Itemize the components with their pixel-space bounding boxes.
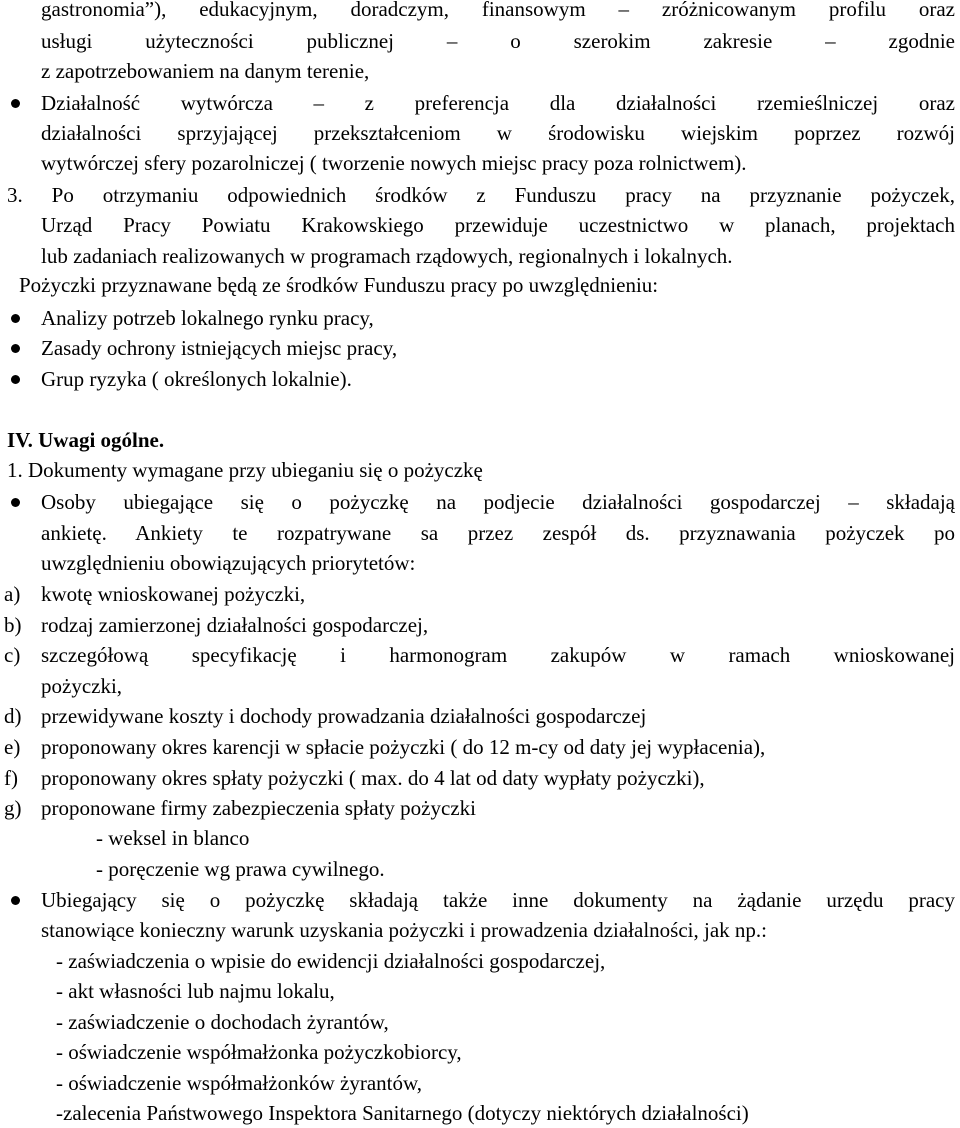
- text-line: 1. Dokumenty wymagane przy ubieganiu się o pożyczkę: [7, 458, 483, 482]
- bullet-icon: [11, 344, 20, 353]
- bullet-icon: [11, 314, 20, 323]
- text-line: -zalecenia Państwowego Inspektora Sanitarnego (dotyczy niektórych działalności): [56, 1101, 749, 1125]
- section-heading-text: IV. Uwagi ogólne.: [7, 428, 165, 452]
- text-line: z zapotrzebowaniem na danym terenie,: [41, 59, 370, 83]
- text-line: proponowany okres karencji w spłacie pożyczki ( do 12 m-cy od daty jej wypłacenia),: [41, 735, 766, 759]
- text-line: proponowane firmy zabezpieczenia spłaty pożyczki: [41, 796, 476, 820]
- text-line: Grup ryzyka ( określonych lokalnie).: [41, 367, 352, 391]
- text-line: Analizy potrzeb lokalnego rynku pracy,: [41, 306, 374, 330]
- text-line: Działalność wytwórcza – z preferencja dla działalności rzemieślniczej oraz: [41, 91, 955, 115]
- text-line: - weksel in blanco: [96, 826, 250, 850]
- text-line: Osoby ubiegające się o pożyczkę na podjecie działalności gospodarczej – składają: [41, 490, 955, 514]
- bullet-icon: [11, 99, 20, 108]
- list-marker: e): [4, 735, 21, 759]
- text-line: działalności sprzyjającej przekształceniom w środowisku wiejskim poprzez rozwój: [41, 121, 955, 145]
- list-marker: g): [4, 796, 22, 820]
- list-marker: a): [4, 582, 21, 606]
- list-marker: d): [4, 704, 22, 728]
- text-line: Urząd Pracy Powiatu Krakowskiego przewiduje uczestnictwo w planach, projektach: [41, 213, 955, 237]
- text-line: 3. Po otrzymaniu odpowiednich środków z Funduszu pracy na przyznanie pożyczek,: [7, 183, 955, 207]
- bullet-icon: [11, 498, 20, 507]
- bullet-icon: [11, 375, 20, 384]
- text-line: gastronomia”), edukacyjnym, doradczym, finansowym – zróżnicowanym profilu oraz: [41, 0, 955, 21]
- text-line: kwotę wnioskowanej pożyczki,: [41, 582, 306, 606]
- text-line: - zaświadczenia o wpisie do ewidencji działalności gospodarczej,: [56, 949, 606, 973]
- text-line: przewidywane koszty i dochody prowadzania działalności gospodarczej: [41, 704, 647, 728]
- text-line: proponowany okres spłaty pożyczki ( max. do 4 lat od daty wypłaty pożyczki),: [41, 766, 705, 790]
- text-line: ankietę. Ankiety te rozpatrywane sa przez zespół ds. przyznawania pożyczek po: [41, 521, 955, 545]
- text-line: Ubiegający się o pożyczkę składają także inne dokumenty na żądanie urzędu pracy: [41, 888, 955, 912]
- text-line: usługi użyteczności publicznej – o szerokim zakresie – zgodnie: [41, 29, 955, 53]
- text-line: wytwórczej sfery pozarolniczej ( tworzenie nowych miejsc pracy poza rolnictwem).: [41, 151, 747, 175]
- text-line: szczegółową specyfikację i harmonogram zakupów w ramach wnioskowanej: [41, 643, 955, 667]
- text-line: stanowiące konieczny warunk uzyskania pożyczki i prowadzenia działalności, jak np.:: [41, 918, 767, 942]
- text-line: - zaświadczenie o dochodach żyrantów,: [56, 1010, 389, 1034]
- bullet-icon: [11, 896, 20, 905]
- list-marker: b): [4, 613, 22, 637]
- text-line: uwzględnieniu obowiązujących priorytetów:: [41, 551, 416, 575]
- text-line: - oświadczenie współmałżonka pożyczkobiorcy,: [56, 1040, 462, 1064]
- text-line: - oświadczenie współmałżonków żyrantów,: [56, 1071, 423, 1095]
- text-line: Pożyczki przyznawane będą ze środków Funduszu pracy po uwzględnieniu:: [19, 273, 659, 297]
- text-line: rodzaj zamierzonej działalności gospodarczej,: [41, 613, 429, 637]
- text-line: - akt własności lub najmu lokalu,: [56, 979, 335, 1003]
- text-line: - poręczenie wg prawa cywilnego.: [96, 857, 385, 881]
- list-marker: c): [4, 643, 21, 667]
- text-line: lub zadaniach realizowanych w programach rządowych, regionalnych i lokalnych.: [41, 244, 733, 268]
- list-marker: f): [4, 766, 18, 790]
- text-line: Zasady ochrony istniejących miejsc pracy,: [41, 336, 398, 360]
- section-heading: [7, 425, 164, 455]
- text-line: pożyczki,: [41, 674, 123, 698]
